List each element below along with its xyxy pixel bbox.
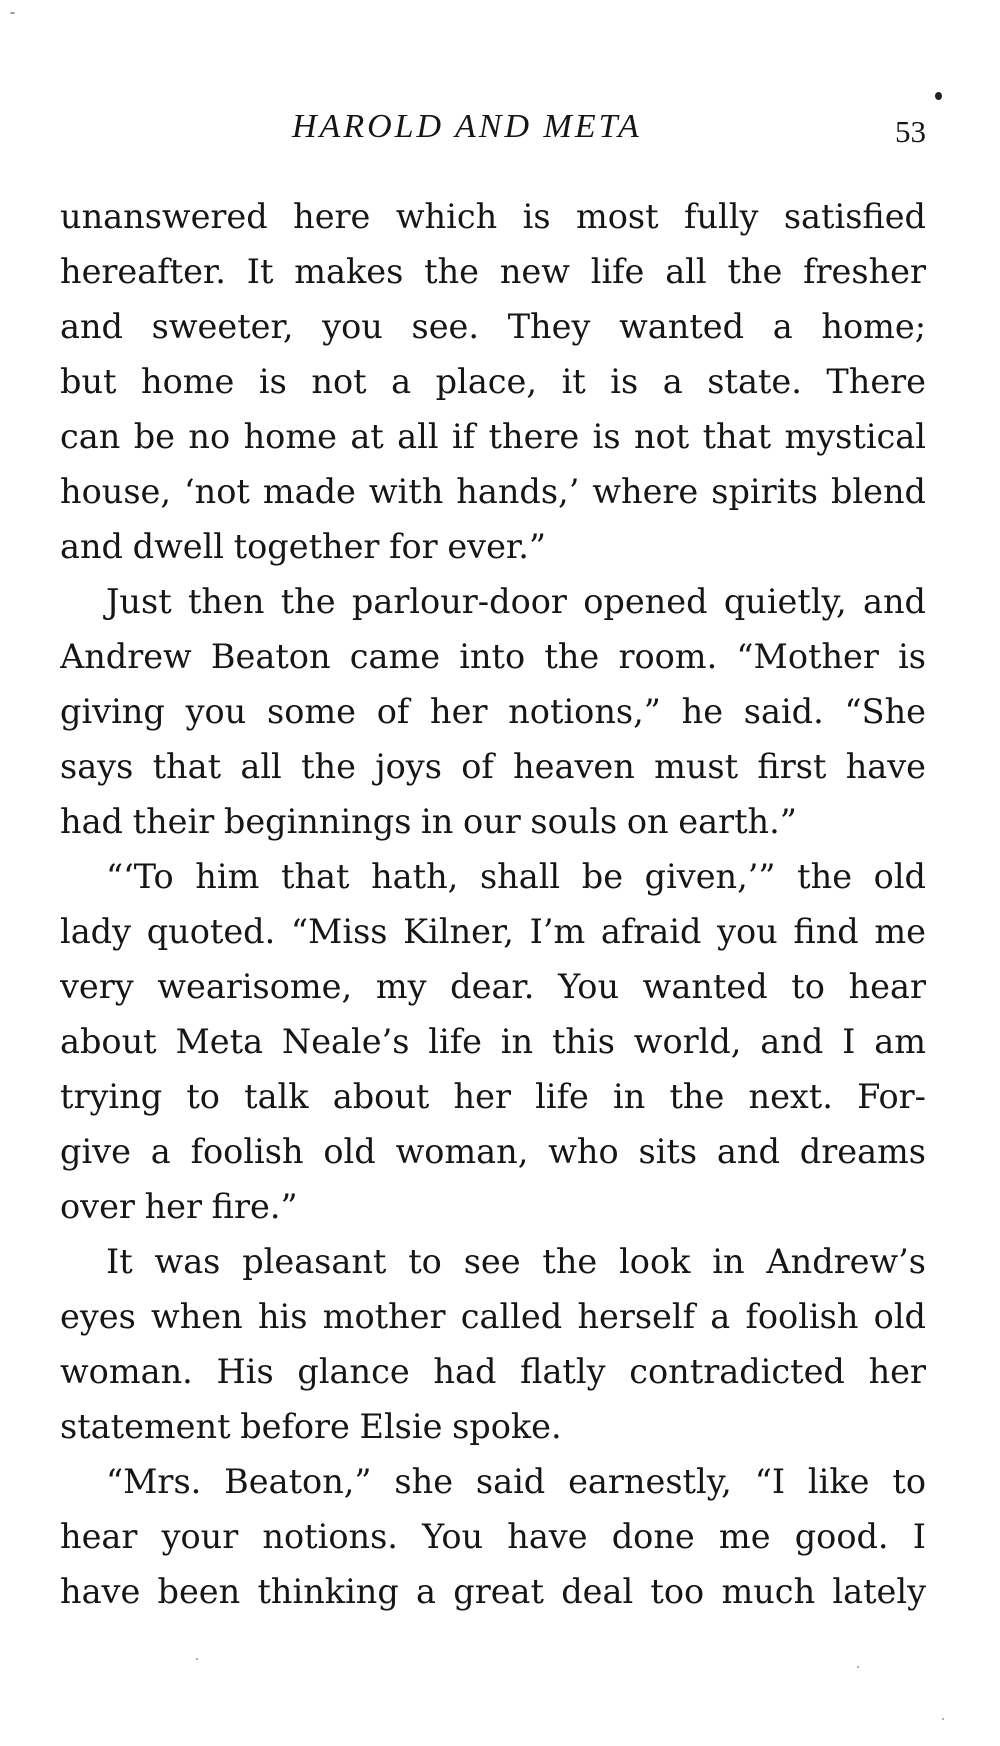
text-line: and dwell together for ever.”: [60, 527, 547, 566]
text-line: can be no home at all if there is not that mystical: [60, 417, 926, 456]
scan-speck: [196, 1658, 198, 1660]
text-line: and sweeter, you see. They wanted a home;: [60, 307, 926, 346]
paragraph: [60, 574, 926, 849]
text-line: It was pleasant to see the look in Andrew’s: [106, 1242, 926, 1281]
paragraph: [60, 1454, 926, 1619]
paragraph: [60, 1234, 926, 1454]
text-line: “Mrs. Beaton,” she said earnestly, “I like to: [106, 1462, 926, 1501]
text-line: eyes when his mother called herself a foolish old: [60, 1297, 926, 1336]
text-line: about Meta Neale’s life in this world, and I am: [60, 1022, 926, 1061]
text-line: “‘To him that hath, shall be given,’” the old: [106, 857, 926, 896]
text-line: had their beginnings in our souls on earth.”: [60, 802, 797, 841]
ink-dot: [935, 92, 942, 100]
text-line: hereafter. It makes the new life all the fresher: [60, 252, 926, 291]
text-line: unanswered here which is most fully satisfied: [60, 197, 926, 236]
text-line: Andrew Beaton came into the room. “Mother is: [60, 637, 926, 676]
paragraph: [60, 849, 926, 1234]
text-line: woman. His glance had flatly contradicted her: [60, 1352, 926, 1391]
text-line: very wearisome, my dear. You wanted to hear: [60, 967, 926, 1006]
text-line: over her fire.”: [60, 1187, 298, 1226]
text-line: have been thinking a great deal too much lately: [60, 1572, 926, 1611]
page-number: 53: [895, 114, 926, 149]
text-line: lady quoted. “Miss Kilner, I’m afraid you find me: [60, 912, 926, 951]
body-text: [60, 189, 926, 1619]
running-title: HAROLD AND META: [292, 108, 642, 145]
scan-speck: [942, 1718, 944, 1720]
text-line: hear your notions. You have done me good. I: [60, 1517, 926, 1556]
running-head: [0, 104, 1000, 154]
text-line: give a foolish old woman, who sits and dreams: [60, 1132, 926, 1171]
text-line: but home is not a place, it is a state. There: [60, 362, 926, 401]
text-line: trying to talk about her life in the next. For-: [60, 1077, 926, 1116]
text-line: says that all the joys of heaven must first have: [60, 747, 926, 786]
scan-speck: [857, 1666, 859, 1668]
text-line: giving you some of her notions,” he said. “She: [60, 692, 926, 731]
scan-speck: [10, 12, 15, 14]
text-line: house, ‘not made with hands,’ where spirits blend: [60, 472, 926, 511]
paragraph: [60, 189, 926, 574]
text-line: statement before Elsie spoke.: [60, 1407, 562, 1446]
text-line: Just then the parlour-door opened quietly, and: [106, 582, 926, 621]
